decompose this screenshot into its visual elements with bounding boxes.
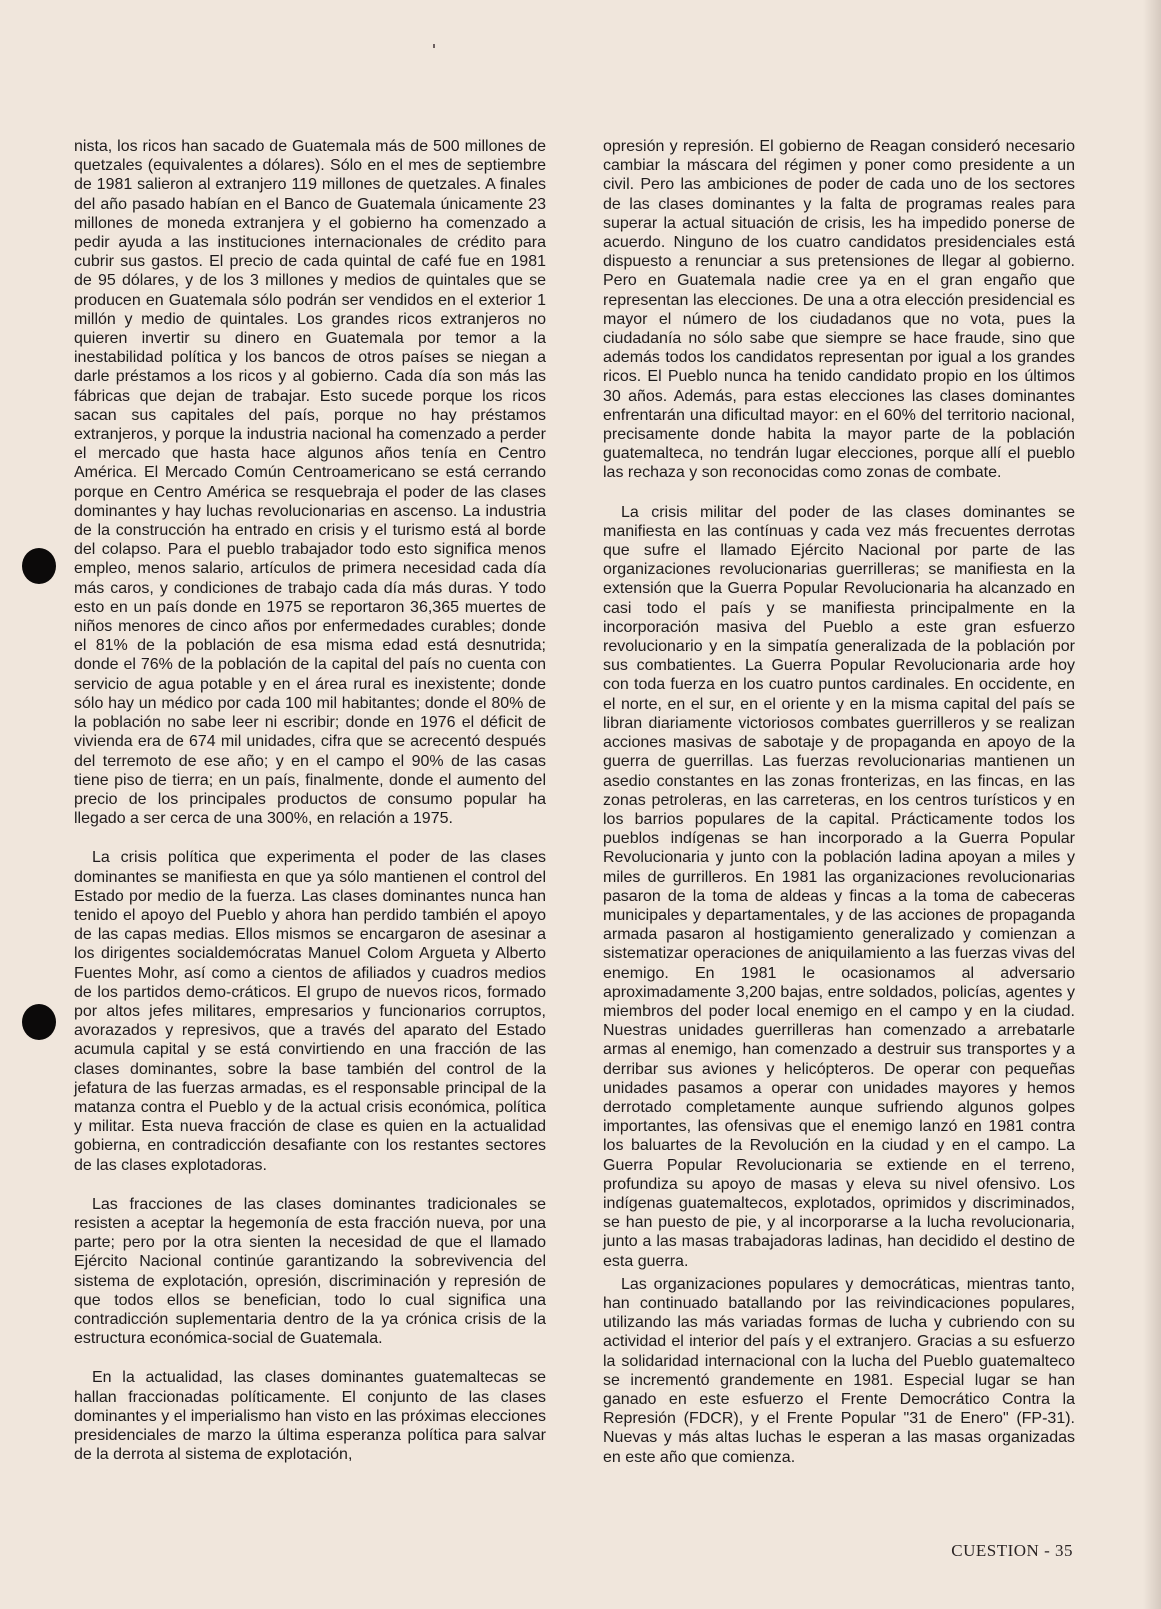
- paragraph: La crisis política que experimenta el poder de las clases dominantes se manifiesta en que ya sólo mantienen el control del Estado por medio de la fuerza. Las clases dominantes nunca han tenido el apoyo del Pueblo y ahora han perdido también el apoyo de las capas medias. Ellos mismos se encargaron de asesinar a los dirigentes socialdemócratas Manuel Colom Argueta y Alberto Fuentes Mohr, así como a cientos de afiliados y cuadros medios de los partidos demo-cráticos. El grupo de nuevos ricos, formado por altos jefes militares, empresarios y funcionarios corruptos, avorazados y represivos, que a través del aparato del Estado acumula capital y se está convirtiendo en una fracción de las clases dominantes, sobre la base también del control de la jefatura de las fuerzas armadas, es el responsable principal de la matanza contra el Pueblo y de la actual crisis económica, política y militar. Esta nueva fracción de clase es quien en la actualidad gobierna, en contradicción desafiante con los restantes sectores de las clases explotadoras.: [74, 849, 546, 1174]
- paragraph: nista, los ricos han sacado de Guatemala más de 500 millones de quetzales (equivalentes a dólares). Sólo en el mes de septiembre de 1981 salieron al extranjero 119 millones de quetzales. A finales del año pasado habían en el Banco de Guatemala únicamente 23 millones de moneda extranjera y el gobierno ha comenzado a pedir ayuda a las instituciones internacionales de crédito para cubrir sus gastos. El precio de cada quintal de café fue en 1981 de 95 dólares, y de los 3 millones y medios de quintales que se producen en Guatemala sólo podrán ser vendidos en el exterior 1 millón y medio de quintales. Los grandes ricos extranjeros no quieren invertir su dinero en Guatemala por temor a la inestabilidad política y los bancos de otros países se niegan a darle préstamos a los ricos y al gobierno. Cada día son más las fábricas que dejan de trabajar. Esto sucede porque los ricos sacan sus capitales del país, porque no hay préstamos extranjeros, y porque la industria nacional ha comenzado a perder el mercado que hasta hace algunos años tenía en Centro América. El Mercado Común Centroamericano se está cerrando porque en Centro América se resquebraja el poder de las clases dominantes y hay luchas revolucionarias en ascenso. La industria de la construcción ha entrado en crisis y el turismo está al borde del colapso. Para el pueblo trabajador todo esto significa menos empleo, menos salario, artículos de primera necesidad cada día más caros, y condiciones de trabajo cada día más duras. Y todo esto en un país donde en 1975 se reportaron 36,365 muertes de niños menores de cinco años por enfermedades curables; donde el 81% de la población de esa misma edad está desnutrida; donde el 76% de la población de la capital del país no cuenta con servicio de agua potable y en el área rural es inexistente; donde sólo hay un médico por cada 100 mil habitantes; donde el 80% de la población no sabe leer ni escribir; donde en 1976 el déficit de vivienda era de 674 mil unidades, cifra que se acrecentó después del terremoto de ese año; y en el campo el 90% de las casas tiene piso de tierra; en un país, finalmente, donde el aumento del precio de los principales productos de consumo popular ha llegado a ser cerca de una 300%, en relación a 1975.: [74, 138, 546, 828]
- left-column: [74, 137, 546, 1464]
- right-column: [603, 137, 1075, 1467]
- paragraph: Las fracciones de las clases dominantes tradicionales se resisten a aceptar la hegemonía de esta fracción nueva, por una parte; pero por la otra sienten la necesidad de que el llamado Ejército Nacional continúe garantizando la sobrevivencia del sistema de explotación, opresión, discriminación y represión de que todos ellos se benefician, todo lo cual significa una contradicción suplementaria dentro de la ya crónica crisis de la estructura económica-social de Guatemala.: [74, 1195, 546, 1348]
- paragraph: Las organizaciones populares y democráticas, mientras tanto, han continuado batallando por las reivindicaciones populares, utilizando las más variadas formas de lucha y cubriendo con su actividad el interior del país y el extranjero. Gracias a su esfuerzo la solidaridad internacional con la lucha del Pueblo guatemalteco se incrementó grandemente en 1981. Especial lugar se han ganado en este esfuerzo el Frente Democrático Contra la Represión (FDCR), y el Frente Popular "31 de Enero" (FP-31). Nuevas y más altas luchas le esperan a las masas organizadas en este año que comienza.: [603, 1275, 1075, 1466]
- paragraph: En la actualidad, las clases dominantes guatemaltecas se hallan fraccionadas políticamente. El conjunto de las clases dominantes y el imperialismo han visto en las próximas elecciones presidenciales de marzo la última esperanza política para salvar de la derrota al sistema de explotación,: [74, 1369, 546, 1464]
- binder-hole: [22, 1004, 56, 1040]
- paragraph: La crisis militar del poder de las clases dominantes se manifiesta en las contínuas y cada vez más frecuentes derrotas que sufre el llamado Ejército Nacional por parte de las organizaciones revolucionarias guerrilleras; se manifiesta en la extensión que la Guerra Popular Revolucionaria ha alcanzado en casi todo el país y se manifiesta principalmente en la incorporación masiva del Pueblo a este gran esfuerzo revolucionario y en la simpatía generalizada de la población por sus combatientes. La Guerra Popular Revolucionaria arde hoy con toda fuerza en los cuatro puntos cardinales. En occidente, en el norte, en el sur, en el oriente y en la misma capital del país se libran diariamente victoriosos combates guerrilleros y se realizan acciones masivas de sabotaje y de propaganda en apoyo de la guerra de guerrillas. Las fuerzas revolucionarias mantienen un asedio constantes en las zonas fronterizas, en las fincas, en las zonas petroleras, en las carreteras, en los centros turísticos y en los barrios populares de la capital. Prácticamente todos los pueblos indígenas se han incorporado a la Guerra Popular Revolucionaria y junto con la población ladina apoyan a miles y miles de gurrilleros. En 1981 las organizaciones revolucionarias pasaron de la toma de aldeas y fincas a la toma de cabeceras municipales y departamentales, y de las acciones de propaganda armada pasaron al hostigamiento generalizado y comienzan a sistematizar operaciones de aniquilamiento a las fuerzas vivas del enemigo. En 1981 le ocasionamos al adversario aproximadamente 3,200 bajas, entre soldados, policías, agentes y miembros del poder local enemigo en el campo y en la ciudad. Nuestras unidades guerrilleras han comenzado a arrebatarle armas al enemigo, han comenzado a destruir sus transportes y a derribar sus aviones y helicópteros. De operar con pequeñas unidades pasamos a operar con unidades mayores y hemos derrotado completamente aunque sufriendo algunos golpes importantes, las ofensivas que el enemigo lanzó en 1981 contra los baluartes de la Revolución en la ciudad y en el campo. La Guerra Popular Revolucionaria se extiende en el terreno, profundiza su apoyo de masas y eleva su nivel ofensivo. Los indígenas guatemaltecos, explotados, oprimidos y discriminados, se han puesto de pie, y al incorporarse a la lucha revolucionaria, junto a las masas trabajadoras ladinas, han decidido el destino de esta guerra.: [603, 503, 1075, 1270]
- print-speck: [433, 44, 435, 48]
- binder-hole: [22, 548, 56, 584]
- page-edge-shadow: [1143, 0, 1161, 1609]
- page-footer: CUESTION - 35: [951, 1541, 1073, 1560]
- paragraph: opresión y represión. El gobierno de Reagan consideró necesario cambiar la máscara del régimen y poner como presidente a un civil. Pero las ambiciones de poder de cada uno de los sectores de las clases dominantes y la falta de programas reales para superar la actual situación de crisis, les ha impedido ponerse de acuerdo. Ninguno de los cuatro candidatos presidenciales está dispuesto a renunciar a sus pretensiones de llegar al gobierno. Pero en Guatemala nadie cree ya en el gran engaño que representan las elecciones. De una a otra elección presidencial es mayor el número de los ciudadanos que no vota, pues la ciudadanía no sólo sabe que siempre se hace fraude, sino que además todos los candidatos representan por igual a los grandes ricos. El Pueblo nunca ha tenido candidato propio en los últimos 30 años. Además, para estas elecciones las clases dominantes enfrentarán una dificultad mayor: en el 60% del territorio nacional, precisamente donde habita la mayor parte de la población guatemalteca, no tendrán lugar elecciones, porque allí el pueblo las rechaza y son reconocidas como zonas de combate.: [603, 138, 1075, 482]
